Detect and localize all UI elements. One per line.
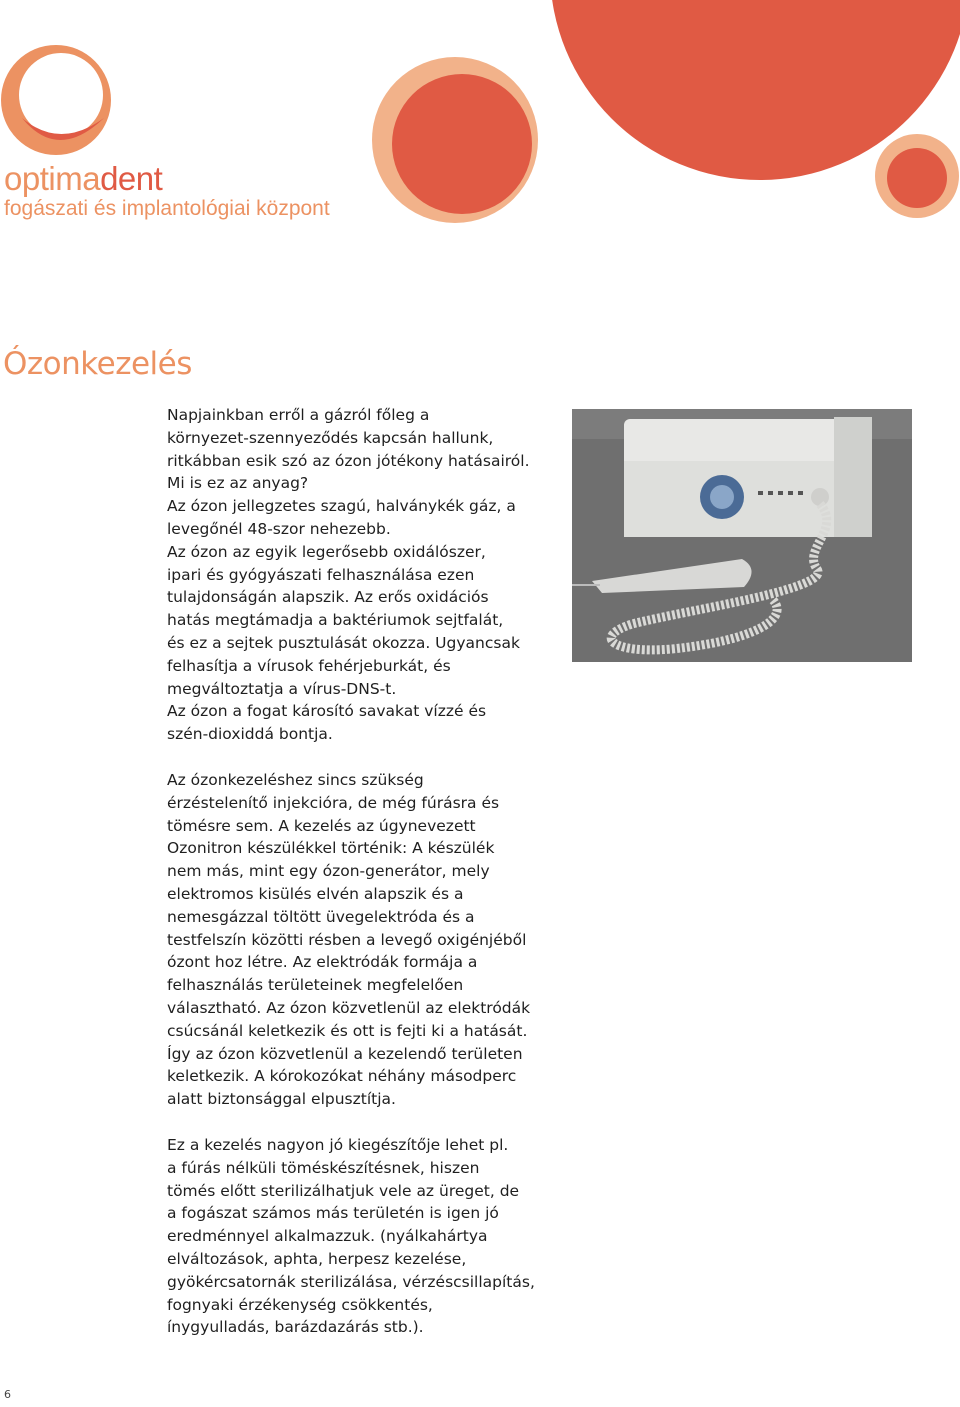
text-line: választható. Az ózon közvetlenül az elektródák	[167, 998, 531, 1017]
text-line: hatás megtámadja a baktériumok sejtfalát,	[167, 611, 504, 630]
text-line: a fogászat számos más területén is igen jó	[167, 1204, 499, 1223]
text-line: felhasítja a vírusok fehérjeburkát, és	[167, 656, 451, 675]
text-line: Az ózon az egyik legerősebb oxidálószer,	[167, 542, 486, 561]
logo-mark	[1, 45, 111, 155]
text-line: megváltoztatja a vírus-DNS-t.	[167, 679, 397, 698]
benefits-paragraph	[167, 1134, 535, 1339]
text-line: tömés előtt sterilizálhatjuk vele az üreget, de	[167, 1181, 520, 1200]
text-line: Az ózon a fogat károsító savakat vízzé és	[167, 702, 487, 721]
text-line: fognyaki érzékenység csökkentés,	[167, 1295, 433, 1314]
logo-name	[4, 160, 330, 198]
text-line: eredménnyel alkalmazzuk. (nyálkahártya	[167, 1227, 488, 1246]
text-line: tömésre sem. A kezelés az úgynevezett	[167, 816, 476, 835]
text-line: ipari és gyógyászati felhasználása ezen	[167, 565, 475, 584]
text-line: Mi is ez az anyag?	[167, 474, 309, 493]
text-line: elektromos kisülés elvén alapszik és a	[167, 884, 464, 903]
text-line: a fúrás nélküli töméskészítésnek, hiszen	[167, 1158, 480, 1177]
text-line: ritkábban esik szó az ózon jótékony hatásairól.	[167, 451, 530, 470]
text-line: levegőnél 48-szor nehezebb.	[167, 519, 391, 538]
text-line: és ez a sejtek pusztulását okozza. Ugyancsak	[167, 633, 520, 652]
small-red-disc	[887, 148, 947, 208]
text-line: keletkezik. A kórokozókat néhány másodperc	[167, 1067, 517, 1086]
page-number: 6	[4, 1388, 11, 1401]
logo	[4, 160, 330, 222]
text-line: érzéstelenítő injekcióra, de még fúrásra és	[167, 793, 500, 812]
red-disc	[392, 74, 532, 214]
text-line: Így az ózon közvetlenül a kezelendő területen	[167, 1044, 523, 1063]
logo-name-part1: optima	[4, 160, 101, 197]
text-line: környezet-szennyeződés kapcsán hallunk,	[167, 428, 494, 447]
text-line: elváltozások, aphta, herpesz kezelése,	[167, 1249, 467, 1268]
intro-paragraph	[167, 404, 530, 746]
text-line: Az ózonkezeléshez sincs szükség	[167, 771, 424, 789]
text-line: csúcsánál keletkezik és ott is fejti ki a hatását.	[167, 1021, 528, 1040]
text-line: szén-dioxiddá bontja.	[167, 725, 333, 744]
ozone-device-photo	[572, 409, 912, 662]
text-line: gyökércsatornák sterilizálása, vérzéscsillapítás,	[167, 1272, 535, 1291]
text-line: alatt biztonsággal elpusztítja.	[167, 1090, 396, 1109]
text-line: Napjainkban erről a gázról főleg a	[167, 406, 430, 424]
text-line: nem más, mint egy ózon-generátor, mely	[167, 862, 490, 881]
page-title: Ózonkezelés	[3, 346, 192, 382]
logo-name-part2: dent	[100, 160, 163, 197]
text-line: Ozonitron készülékkel történik: A készülék	[167, 839, 495, 858]
logo-tagline: fogászati és implantológiai központ	[4, 197, 330, 220]
text-line: Ez a kezelés nagyon jó kiegészítője lehet pl.	[167, 1136, 509, 1154]
treatment-paragraph	[167, 769, 530, 1111]
text-line: nemesgázzal töltött üvegelektróda és a	[167, 907, 475, 926]
text-line: ózont hoz létre. Az elektródák formája a	[167, 953, 478, 972]
text-line: testfelszín közötti résben a levegő oxigénjéből	[167, 930, 527, 949]
text-line: tulajdonságán alapszik. Az erős oxidációs	[167, 588, 489, 607]
text-line: felhasználás területeinek megfelelően	[167, 976, 464, 995]
text-line: Az ózon jellegzetes szagú, halványkék gáz, a	[167, 497, 516, 516]
text-line: ínygyulladás, barázdazárás stb.).	[167, 1318, 424, 1337]
